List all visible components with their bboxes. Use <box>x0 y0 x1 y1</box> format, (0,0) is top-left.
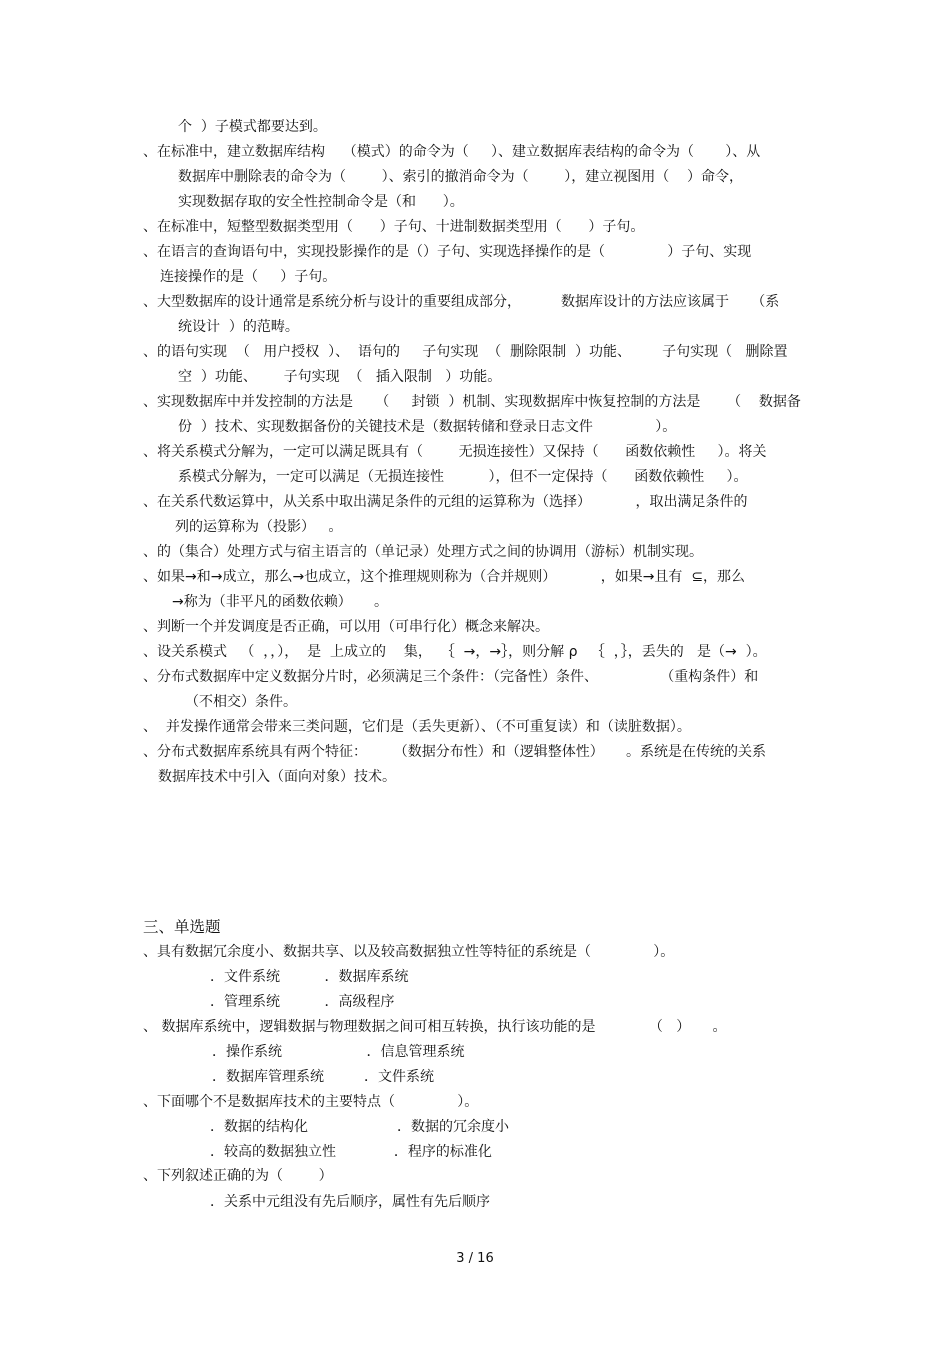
text-line: 连接操作的是（ ）子句。 <box>160 269 337 285</box>
option-line: ．较高的数据独立性 ．程序的标准化 <box>210 1144 492 1160</box>
question-line: 、下列叙述正确的为（ ） <box>143 1168 333 1184</box>
text-line: 统设计 ）的范畴。 <box>178 319 299 335</box>
section-title: 三、单选题 <box>143 918 221 936</box>
option-line: ．文件系统 ．数据库系统 <box>210 969 409 985</box>
page-number: 3 / 16 <box>456 1251 494 1266</box>
text-line: 、的（集合）处理方式与宿主语言的（单记录）处理方式之间的协调用（游标）机制实现。 <box>143 544 703 560</box>
text-line: 实现数据存取的安全性控制命令是（和 ）。 <box>178 194 464 210</box>
option-line: ．操作系统 ．信息管理系统 <box>212 1044 465 1060</box>
text-line: 、将关系模式分解为，一定可以满足既具有（ 无损连接性）又保持（ 函数依赖性 ）。将关 <box>143 444 767 460</box>
text-line: 、实现数据库中并发控制的方法是 （ 封锁 ）机制、实现数据库中恢复控制的方法是 （ 数据备 <box>143 394 801 410</box>
text-line: 、在标准中，建立数据库结构 （模式）的命令为（ ）、建立数据库表结构的命令为（ ）、从 <box>143 144 761 160</box>
text-line: 、 并发操作通常会带来三类问题，它们是（丢失更新）、（不可重复读）和（读脏数据）。 <box>143 719 691 735</box>
text-line: 、分布式数据库中定义数据分片时，必须满足三个条件：（完备性）条件、 （重构条件）和 <box>143 669 759 685</box>
text-line: 、在语言的查询语句中，实现投影操作的是（）子句、实现选择操作的是（ ）子句、实现 <box>143 244 752 260</box>
option-line: ．关系中元组没有先后顺序，属性有先后顺序 <box>210 1194 490 1210</box>
text-line: 个 ）子模式都要达到。 <box>178 119 327 135</box>
text-line: 数据库中删除表的命令为（ ）、索引的撤消命令为（ ），建立视图用（ ）命令， <box>178 169 744 185</box>
text-line: 、判断一个并发调度是否正确，可以用（可串行化）概念来解决。 <box>143 619 549 635</box>
text-line: 、在标准中，短整型数据类型用（ ）子句、十进制数据类型用（ ）子句。 <box>143 219 645 235</box>
question-line: 、 数据库系统中，逻辑数据与物理数据之间可相互转换，执行该功能的是 （ ） 。 <box>143 1019 727 1035</box>
text-line: 、设关系模式 （ ，，）， 是 上成立的 集， ｛ →，→｝，则分解 ρ ｛ ，｝，丢失的 是（→ ）。 <box>143 644 767 660</box>
text-line: （不相交）条件。 <box>185 694 297 710</box>
text-line: 列的运算称为（投影） 。 <box>175 519 343 535</box>
text-line: 份 ）技术、实现数据备份的关键技术是（数据转储和登录日志文件 ）。 <box>178 419 677 435</box>
question-line: 、下面哪个不是数据库技术的主要特点（ ）。 <box>143 1094 479 1110</box>
text-line: 、分布式数据库系统具有两个特征： （数据分布性）和（逻辑整体性） 。系统是在传统的关系 <box>143 744 766 760</box>
text-line: 、大型数据库的设计通常是系统分析与设计的重要组成部分， 数据库设计的方法应该属于 （系 <box>143 294 780 310</box>
option-line: ．数据的结构化 ．数据的冗余度小 <box>210 1119 510 1135</box>
text-line: 空 ）功能、 子句实现 （ 插入限制 ）功能。 <box>178 369 502 385</box>
text-line: 、的语句实现 （ 用户授权 ）、 语句的 子句实现 （ 删除限制 ）功能、 子句实现（ 删除置 <box>143 344 788 360</box>
text-line: 数据库技术中引入（面向对象）技术。 <box>158 769 396 785</box>
text-line: →称为（非平凡的函数依赖） 。 <box>172 594 388 610</box>
text-line: 系模式分解为，一定可以满足（无损连接性 ），但不一定保持（ 函数依赖性 ）。 <box>178 469 748 485</box>
question-line: 、具有数据冗余度小、数据共享、以及较高数据独立性等特征的系统是（ ）。 <box>143 944 675 960</box>
option-line: ．管理系统 ．高级程序 <box>210 994 395 1010</box>
text-line: 、在关系代数运算中，从关系中取出满足条件的元组的运算称为（选择） ，取出满足条件的 <box>143 494 748 510</box>
option-line: ．数据库管理系统 ．文件系统 <box>212 1069 435 1085</box>
text-line: 、如果→和→成立，那么→也成立，这个推理规则称为（合并规则） ，如果→且有 ⊆，那么 <box>143 569 746 585</box>
